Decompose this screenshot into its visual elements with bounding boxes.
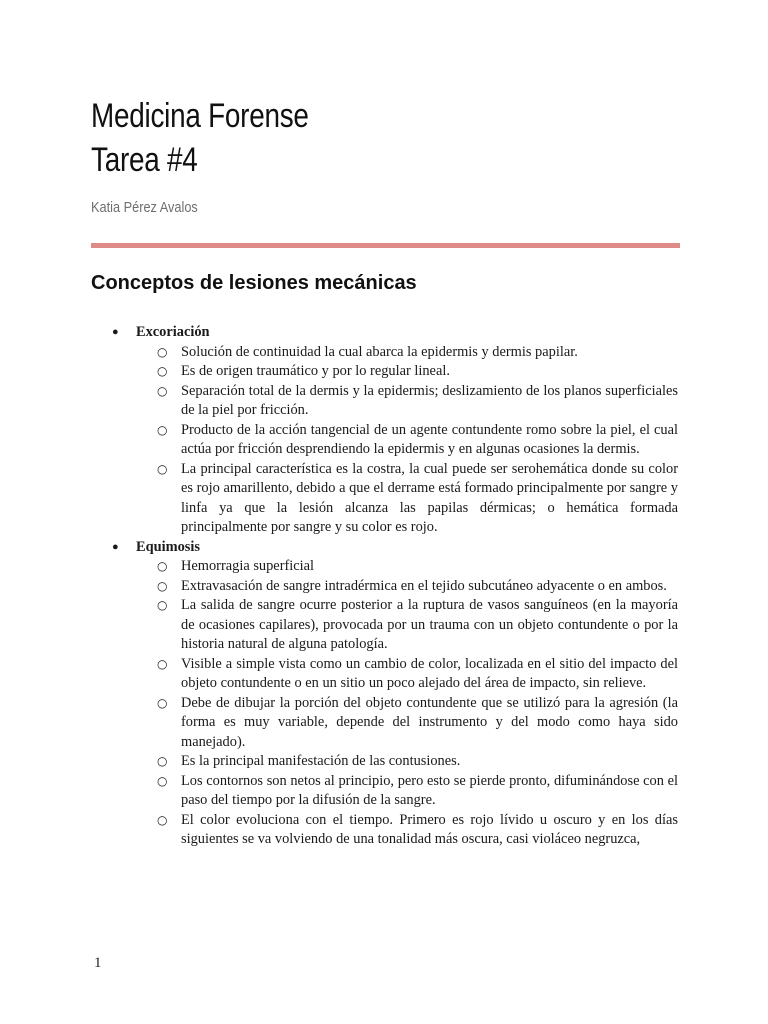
document-title — [91, 94, 356, 182]
outline-subitem — [0, 343, 678, 363]
outline-subitem — [0, 752, 678, 772]
subitem-text: Debe de dibujar la porción del objeto contundente que se utilizó para la agresión (la forma es muy variable, depende del instrumento y del modo como haya sido manejado). — [181, 694, 678, 750]
subitem-text: El color evoluciona con el tiempo. Primero es rojo lívido u oscuro y en los días siguientes se va volviendo de una tonalidad más oscura, casi violáceo negruzca, — [181, 811, 678, 847]
subitem-text: La principal característica es la costra, la cual puede ser serohemática donde su color es rojo amarillento, debido a que el derrame está formado principalmente por sangre y linfa ya que la lesión alcanza las papilas dérmicas; o hemática formada principalmente por sangre y su color es rojo. — [181, 460, 678, 535]
hollow-bullet-icon: ○ — [157, 559, 168, 573]
page-number: 1 — [94, 955, 102, 971]
subitem-text: Solución de continuidad la cual abarca la epidermis y dermis papilar. — [181, 343, 578, 360]
outline-subitem — [0, 577, 678, 597]
subitem-text: Separación total de la dermis y la epidermis; deslizamiento de los planos superficiales de la piel por fricción. — [181, 382, 678, 418]
subitem-text: Visible a simple vista como un cambio de color, localizada en el sitio del impacto del objeto contundente o en un sitio un poco alejado del área de impacto, sin relieve. — [181, 655, 678, 691]
hollow-bullet-icon: ○ — [157, 461, 168, 476]
outline-subitem — [0, 811, 678, 850]
outline-subitem — [0, 596, 678, 655]
hollow-bullet-icon: ○ — [157, 773, 168, 788]
hollow-bullet-icon: ○ — [157, 754, 168, 768]
hollow-bullet-icon: ○ — [157, 598, 168, 612]
outline-subitem — [0, 460, 678, 538]
hollow-bullet-icon: ○ — [157, 422, 168, 437]
subitem-text: Es la principal manifestación de las contusiones. — [181, 753, 461, 769]
hollow-bullet-icon: ○ — [157, 695, 168, 710]
subitem-text: La salida de sangre ocurre posterior a la ruptura de vasos sanguíneos (en la mayoría de ocasiones capilares), provocada por un trauma con un objeto contundente o por la historia natural de alguna patología. — [181, 597, 678, 652]
hollow-bullet-icon: ○ — [157, 812, 168, 827]
subitem-text: Producto de la acción tangencial de un agente contundente romo sobre la piel, el cual actúa por fricción desprendiendo la epidermis y en algunas ocasiones la dermis. — [181, 421, 678, 457]
title-line-1: Medicina Forense — [91, 97, 309, 135]
filled-bullet-icon: ● — [112, 326, 119, 338]
subitem-text: Extravasación de sangre intradérmica en el tejido subcutáneo adyacente o en ambos. — [181, 577, 667, 594]
hollow-bullet-icon: ○ — [157, 578, 168, 593]
title-divider — [91, 243, 680, 248]
outline-subitem — [0, 382, 678, 421]
outline-topic — [0, 323, 678, 343]
outline-subitem — [0, 421, 678, 460]
hollow-bullet-icon: ○ — [157, 364, 168, 378]
topic-label: Excoriación — [136, 324, 210, 340]
outline-subitem — [0, 557, 678, 577]
outline-subitem — [0, 362, 678, 382]
subitem-text: Los contornos son netos al principio, pero esto se pierde pronto, difuminándose con el paso del tiempo por la difusión de la sangre. — [181, 772, 678, 808]
hollow-bullet-icon: ○ — [157, 344, 168, 359]
concept-outline — [0, 323, 768, 850]
outline-subitem — [0, 772, 678, 811]
title-line-2: Tarea #4 — [91, 141, 198, 179]
outline-topic — [0, 538, 678, 558]
filled-bullet-icon: ● — [112, 540, 119, 553]
outline-subitem — [0, 694, 678, 753]
topic-label: Equimosis — [136, 538, 200, 555]
hollow-bullet-icon: ○ — [157, 656, 168, 671]
hollow-bullet-icon: ○ — [157, 383, 168, 398]
section-heading: Conceptos de lesiones mecánicas — [91, 272, 417, 294]
subitem-text: Hemorragia superficial — [181, 558, 315, 574]
author-name: Katia Pérez Avalos — [91, 199, 198, 216]
outline-subitem — [0, 655, 678, 694]
subitem-text: Es de origen traumático y por lo regular lineal. — [181, 363, 450, 379]
